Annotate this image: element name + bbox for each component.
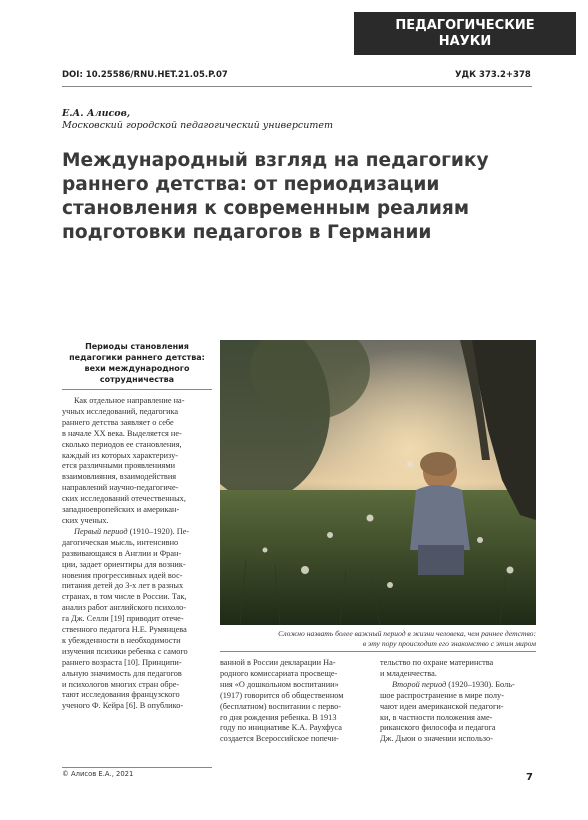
body-line: каждый из которых характеризу- <box>62 450 179 460</box>
body-line: раннего возраста [10]. Принципи- <box>62 657 182 667</box>
section-heading-line: вехи международного <box>84 364 190 373</box>
body-line: альную значимость для педагогов <box>62 668 182 678</box>
photo-child-in-meadow <box>220 340 536 625</box>
body-line: ственного педагога Н.Е. Румянцева <box>62 625 187 635</box>
body-line: в начале XX века. Выделяется не- <box>62 428 182 438</box>
caption-line: в эту пору происходит его знакомство с этим миром <box>362 639 536 648</box>
body-line: Первый период (1910–1920). Пе- <box>74 526 190 536</box>
body-line: шое распространение в мире полу- <box>380 690 504 700</box>
title-line: Международный взгляд на педагогику <box>62 150 489 171</box>
section-tag-line-1: ПЕДАГОГИЧЕСКИЕ <box>395 17 535 33</box>
caption-line: Сложно назвать более важный период в жизни человека, чем раннее детство: <box>278 629 536 638</box>
section-heading-line: сотрудничества <box>99 375 175 384</box>
section-divider <box>62 389 212 390</box>
section-heading-line: педагогики раннего детства: <box>69 353 205 362</box>
body-line: дагогическая мысль, интенсивно <box>62 537 179 547</box>
author-name: Е.А. Алисов, <box>62 108 131 119</box>
body-line: взаимовлияния, взаимодействия <box>62 472 177 482</box>
body-line: чают идеи американской педагоги- <box>380 701 504 711</box>
period-label: Первый период <box>74 526 128 536</box>
body-column-2 <box>220 658 370 745</box>
caption-divider <box>220 651 536 652</box>
body-line: анализ работ английского психоло- <box>62 603 187 613</box>
photo-caption <box>220 629 536 649</box>
body-line: риканского философа и педагога <box>380 723 496 733</box>
article-title <box>62 149 542 245</box>
body-line: (бесплатном) воспитании с перво- <box>220 701 342 711</box>
title-line: подготовки педагогов в Германии <box>62 222 432 243</box>
body-line: (1917) говорится об общественном <box>220 690 344 700</box>
body-line: ских ученых. <box>62 515 109 525</box>
body-line: к убежденности в необходимости <box>62 635 181 645</box>
body-line: учных исследований, педагогика <box>62 406 179 416</box>
body-column-3 <box>380 658 535 745</box>
body-line: ских исследований отечественных, <box>62 494 186 504</box>
body-line: Как отдельное направление на- <box>74 396 185 405</box>
body-line: ванной в России декларации На- <box>220 658 336 667</box>
body-line: га Дж. Селли [19] приводит отече- <box>62 614 184 624</box>
section-tag-line-2: НАУКИ <box>438 33 492 49</box>
body-line: Дж. Дьюи о значении использо- <box>380 734 493 744</box>
body-line: питания детей до 3-х лет в разных <box>62 581 184 591</box>
body-line: тельство по охране материнства <box>380 658 494 667</box>
author-affiliation: Московский городской педагогический университет <box>62 120 333 131</box>
body-line: новения прогрессивных идей вос- <box>62 570 183 580</box>
period-label: Второй период <box>392 679 447 689</box>
body-line: развивающаяся в Англии и Фран- <box>62 548 182 558</box>
body-line: и младенчества. <box>380 668 437 678</box>
body-line: ки, в частности положения аме- <box>380 712 493 722</box>
page-number: 7 <box>526 772 533 783</box>
body-line: странах, в том числе в России. Так, <box>62 592 187 602</box>
title-line: становления к современным реалиям <box>62 198 470 219</box>
copyright-notice: © Алисов Е.А., 2021 <box>62 770 134 778</box>
doi-label: DOI: 10.25586/RNU.HET.21.05.P.07 <box>62 70 228 80</box>
body-line: ния «О дошкольном воспитании» <box>220 679 339 689</box>
section-heading-line: Периоды становления <box>85 342 189 351</box>
header-divider <box>62 86 532 87</box>
body-line: направлений научно-педагогиче- <box>62 483 179 493</box>
footer-divider <box>62 767 212 768</box>
body-line: году по инициативе К.А. Раухфуса <box>220 723 342 733</box>
body-line: и психологов многих стран обре- <box>62 679 180 689</box>
body-line: тают исследования французского <box>62 690 180 700</box>
title-line: раннего детства: от периодизации <box>62 174 440 195</box>
body-line: раннего детства заявляет о себе <box>62 417 174 427</box>
body-column-1 <box>62 396 212 712</box>
body-line: го дня рождения ребенка. В 1913 <box>220 712 337 722</box>
section-heading <box>62 341 212 385</box>
body-line: родного комиссариата просвеще- <box>220 668 338 678</box>
body-line: ции, задает ориентиры для возник- <box>62 559 186 569</box>
article-photo <box>220 340 536 625</box>
body-line: ется различными проявлениями <box>62 461 176 471</box>
body-line: Второй период (1920–1930). Боль- <box>392 679 515 689</box>
udk-label: УДК 373.2+378 <box>455 70 531 80</box>
body-line: создается Всероссийское попечи- <box>220 734 339 744</box>
body-line: сколько периодов ее становления, <box>62 439 182 449</box>
section-tag <box>354 12 576 55</box>
body-line: западноевропейских и американ- <box>62 505 180 515</box>
body-line: изучения психики ребенка с самого <box>62 646 188 656</box>
body-line: ученого Ф. Кейра [6]. В опублико- <box>62 701 184 711</box>
